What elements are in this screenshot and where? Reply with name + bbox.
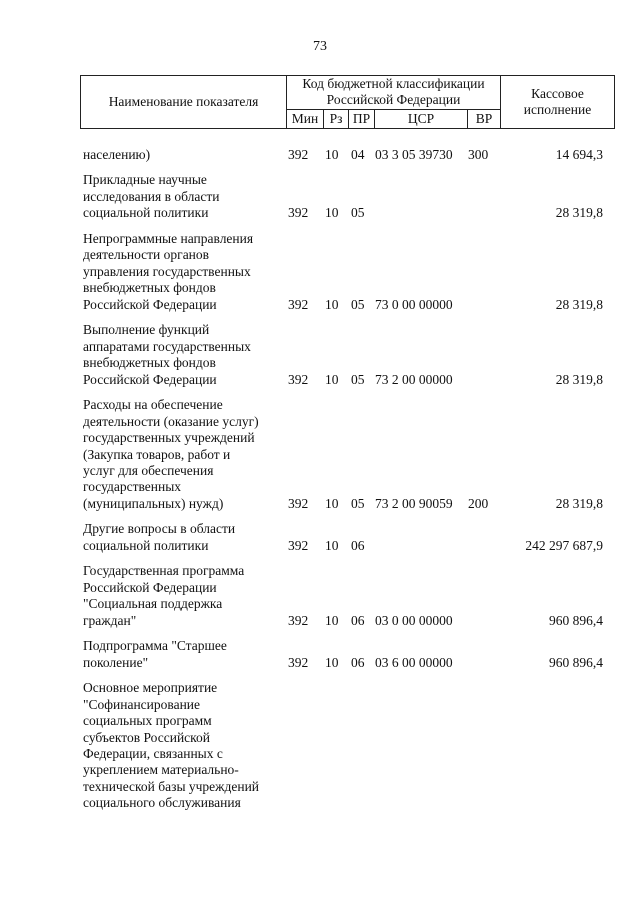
- header-pr: ПР: [349, 109, 375, 128]
- row-amount: 14 694,3: [555, 147, 603, 162]
- row-name-line: Подпрограмма "Старшее: [83, 638, 227, 654]
- header-csr: ЦСР: [375, 109, 468, 128]
- row-min: 392: [288, 205, 309, 221]
- row-name-line: "Софинансирование: [83, 696, 201, 712]
- row-csr: 03 6 00 00000: [375, 654, 453, 670]
- row-name-line: укреплением материально-: [83, 762, 239, 778]
- table-row: [83, 147, 603, 163]
- row-min: 392: [288, 537, 309, 553]
- row-min: 392: [288, 147, 309, 162]
- row-min: 392: [288, 654, 309, 670]
- row-name-line: Государственная программа: [83, 563, 245, 579]
- row-rz: 10: [325, 495, 339, 511]
- row-name-line: государственных учреждений: [83, 430, 255, 446]
- row-amount: 960 896,4: [549, 654, 603, 670]
- table-header: [80, 75, 615, 129]
- row-rz: 10: [325, 371, 339, 387]
- row-values: [83, 654, 603, 671]
- row-rz: 10: [325, 537, 339, 553]
- row-pr: 04: [351, 147, 365, 162]
- row-csr: 03 0 00 00000: [375, 612, 453, 628]
- row-name-line: "Социальная поддержка: [83, 596, 223, 612]
- row-name-line: Выполнение функций: [83, 322, 210, 338]
- row-amount: 28 319,8: [555, 495, 603, 511]
- row-name: [83, 680, 278, 812]
- header-kass-line1: Кассовое: [531, 85, 584, 101]
- row-min: 392: [288, 612, 309, 628]
- row-pr: 05: [351, 296, 365, 312]
- row-name-line: деятельности (оказание услуг): [83, 413, 259, 429]
- row-pr: 06: [351, 612, 365, 628]
- row-csr: 73 2 00 90059: [375, 495, 453, 511]
- table-row: [83, 397, 603, 512]
- row-amount: 960 896,4: [549, 612, 603, 628]
- row-rz: 10: [325, 296, 339, 312]
- row-pr: 06: [351, 654, 365, 670]
- row-vr: 300: [468, 147, 489, 162]
- table-row: [83, 680, 603, 812]
- row-pr: 05: [351, 205, 365, 221]
- row-values: [83, 612, 603, 629]
- header-min: Мин: [287, 109, 324, 128]
- header-kass-line2: исполнение: [523, 102, 592, 117]
- row-values: [83, 795, 603, 812]
- row-name-line: исследования в области: [83, 188, 220, 204]
- row-values: [83, 537, 603, 554]
- header-code-column: [287, 76, 501, 110]
- row-name-line: внебюджетных фондов: [83, 355, 216, 371]
- row-name-line: Федерации, связанных с: [83, 746, 223, 761]
- row-csr: 73 0 00 00000: [375, 296, 453, 312]
- row-rz: 10: [325, 205, 339, 221]
- row-pr: 06: [351, 537, 365, 553]
- row-min: 392: [288, 495, 309, 511]
- row-name-line: Прикладные научные: [83, 172, 207, 188]
- row-name-line: аппаратами государственных: [83, 338, 251, 354]
- row-name-line: услуг для обеспечения: [83, 462, 214, 478]
- row-name-line: субъектов Российской: [83, 729, 211, 745]
- header-vr: ВР: [468, 109, 501, 128]
- row-name-line: внебюджетных фондов: [83, 280, 216, 296]
- row-name-line: населению): [83, 147, 151, 162]
- header-name-label: Наименование показателя: [108, 93, 259, 109]
- header-name-column: [81, 76, 287, 129]
- row-min: 392: [288, 371, 309, 387]
- row-name-line: поколение": [83, 654, 149, 670]
- row-name-line: Основное мероприятие: [83, 680, 218, 696]
- row-rz: 10: [325, 654, 339, 670]
- row-values: [83, 205, 603, 222]
- row-amount: 28 319,8: [555, 296, 603, 312]
- row-name-line: социальных программ: [83, 713, 212, 729]
- table-row: [83, 231, 603, 313]
- row-amount: 28 319,8: [555, 371, 603, 387]
- row-name-line: (муниципальных) нужд): [83, 495, 224, 511]
- row-min: 392: [288, 296, 309, 312]
- row-vr: 200: [468, 495, 489, 511]
- row-name-line: социальной политики: [83, 537, 209, 553]
- header-code-line2: Российской Федерации: [326, 92, 461, 108]
- table-row: [83, 563, 603, 629]
- row-name-line: (Закупка товаров, работ и: [83, 446, 231, 462]
- row-values: [83, 296, 603, 313]
- row-pr: 05: [351, 371, 365, 387]
- table-row: [83, 521, 603, 554]
- header-kass-column: [501, 76, 615, 129]
- row-csr: 03 3 05 39730: [375, 147, 453, 162]
- table-row: [83, 172, 603, 221]
- row-name-line: Расходы на обеспечение: [83, 397, 223, 413]
- row-name-line: Другие вопросы в области: [83, 521, 236, 537]
- row-name-line: Российской Федерации: [83, 371, 217, 387]
- row-values: [83, 495, 603, 512]
- row-csr: 73 2 00 00000: [375, 371, 453, 387]
- row-name-line: граждан": [83, 612, 137, 628]
- row-name-line: управления государственных: [83, 263, 251, 279]
- table-row: [83, 322, 603, 388]
- row-name-line: Российской Федерации: [83, 296, 217, 312]
- row-rz: 10: [325, 147, 339, 162]
- row-name-line: Непрограммные направления: [83, 230, 254, 246]
- row-name-line: социальной политики: [83, 205, 209, 221]
- row-amount: 242 297 687,9: [525, 537, 603, 553]
- row-amount: 28 319,8: [555, 205, 603, 221]
- row-pr: 05: [351, 495, 365, 511]
- table-row: [83, 638, 603, 671]
- row-name-line: социального обслуживания: [83, 795, 241, 811]
- row-name-line: государственных: [83, 479, 182, 495]
- header-code-line1: Код бюджетной классификации: [302, 76, 485, 92]
- row-name-line: технической базы учреждений: [83, 778, 260, 794]
- table-body: [83, 147, 603, 821]
- page-number: 73: [313, 39, 327, 54]
- row-values: [83, 371, 603, 388]
- row-rz: 10: [325, 612, 339, 628]
- header-rz: Рз: [324, 109, 349, 128]
- row-name-line: деятельности органов: [83, 247, 210, 263]
- row-name-line: Российской Федерации: [83, 579, 217, 595]
- row-values: [83, 146, 603, 163]
